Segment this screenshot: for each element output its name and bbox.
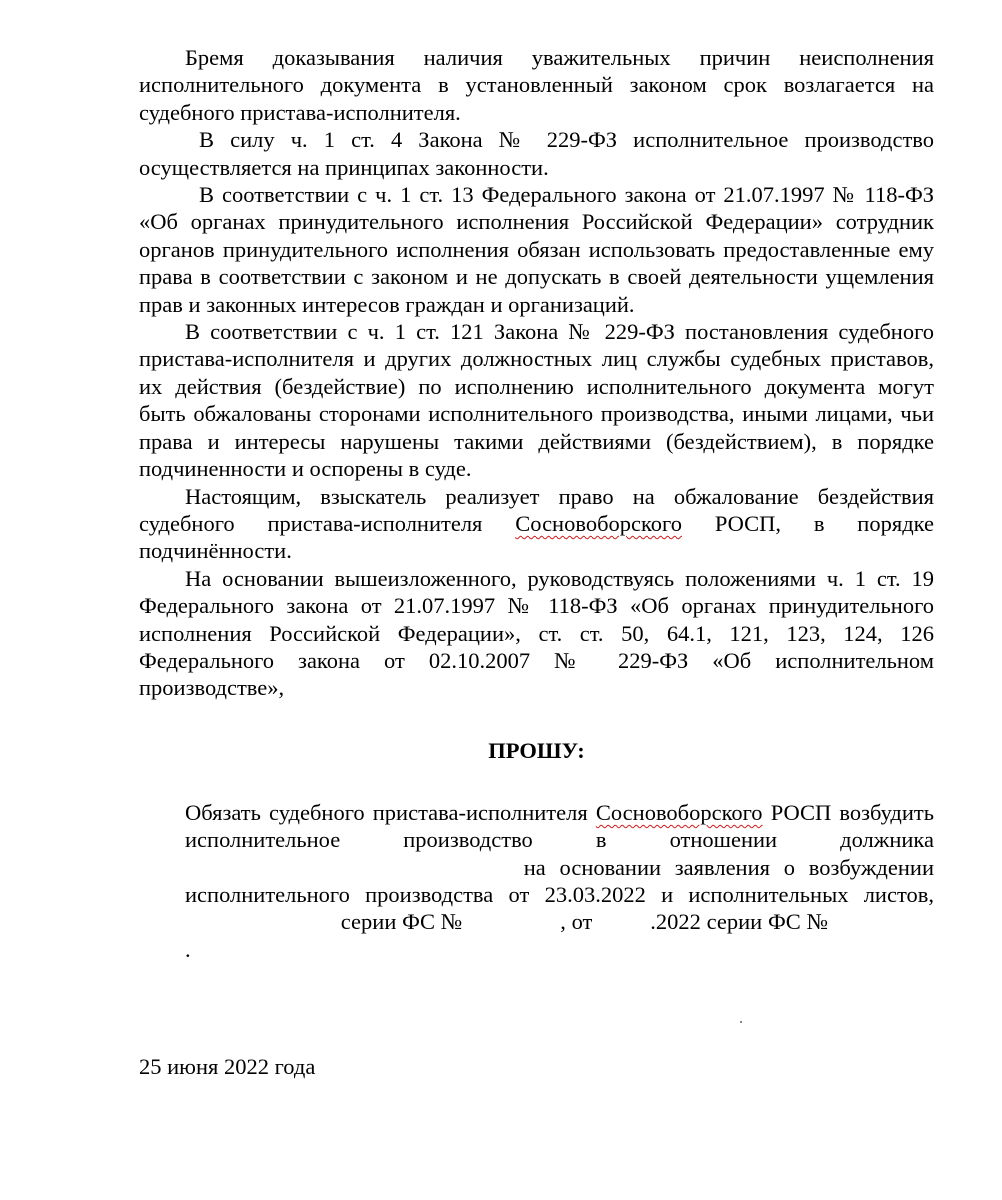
request-text-2: РОСП возбудить исполнительное производство в отношении должника [185, 799, 935, 853]
request-paragraph [185, 799, 934, 963]
paragraph-legality-principle: В силу ч. 1 ст. 4 Закона № 229-ФЗ исполнительное производство осуществляется на принципах законности. [139, 127, 934, 180]
redacted-date-2 [598, 908, 650, 935]
claimant-appeal-text-2: РОСП, в порядке подчинённости. [139, 510, 935, 564]
paragraph-appeal-right: В соответствии с ч. 1 ст. 121 Закона № 229-ФЗ постановления судебного пристава-исполнителя и других должностных лиц службы судебных приставов, их действия (бездействие) по исполнению исполнительного документа могут быть обжалованы сторонами исполнительного производства, иными лицами, чьи права и интересы нарушены такими действиями (бездействием), в порядке подчиненности и оспорены в суде. [139, 319, 934, 482]
redacted-number-2 [834, 908, 934, 935]
paragraph-burden-of-proof: Бремя доказывания наличия уважительных причин неисполнения исполнительного документа в установленный законом срок возлагается на судебного пристава-исполнителя. [139, 45, 934, 125]
department-name: Сосновоборского [515, 510, 682, 536]
claimant-appeal-text-1: Настоящим, взыскатель реализует право на обжалование бездействия судебного пристава-исполнителя [139, 483, 934, 536]
redacted-date-1 [185, 908, 335, 935]
request-text-5: , от [560, 909, 593, 935]
request-text-3: на основании заявления о возбуждении исполнительного производства от 23.03.2022 и исполнительных листов, [185, 854, 934, 907]
redacted-debtor-name [185, 854, 510, 881]
document-date: 25 июня 2022 года [139, 1054, 316, 1080]
request-department-name: Сосновоборского [595, 799, 763, 825]
signature-mark [740, 1021, 742, 1023]
paragraph-claimant-appeal [139, 483, 934, 565]
request-text-4: серии ФС № [340, 909, 463, 935]
paragraph-legal-basis: На основании вышеизложенного, руководствуясь положениями ч. 1 ст. 19 Федерального закона от 21.07.1997 № 118-ФЗ «Об органах принудительного исполнения Российской Федерации», ст. ст. 50, 64.1, 121, 123, 124, 126 Федерального закона от 02.10.2007 № 229-ФЗ «Об исполнительном производстве», [139, 565, 934, 701]
request-text-6: .2022 серии ФС № [650, 909, 829, 935]
document-page [139, 44, 934, 1080]
paragraph-officer-duties: В соответствии с ч. 1 ст. 13 Федерального закона от 21.07.1997 № 118-ФЗ «Об органах принудительного исполнения Российской Федерации» сотрудник органов принудительного исполнения обязан использовать предоставленные ему права в соответствии с законом и не допускать в своей деятельности ущемления прав и законных интересов граждан и организаций. [139, 182, 934, 317]
redacted-number-1 [468, 908, 560, 935]
request-heading: ПРОШУ: [488, 737, 585, 763]
request-text-7: . [185, 936, 191, 962]
request-text-1: Обязать судебного пристава-исполнителя [185, 799, 588, 825]
